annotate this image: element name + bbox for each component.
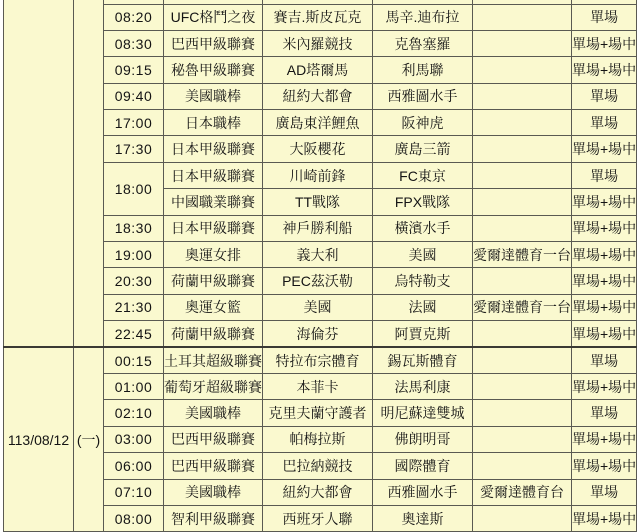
home-team: 大阪櫻花 <box>263 136 373 162</box>
away-team: 明尼蘇達雙城 <box>373 400 473 426</box>
match-time: 22:45 <box>104 321 164 347</box>
match-time: 18:30 <box>104 215 164 241</box>
broadcast-channel <box>473 136 572 162</box>
match-time: 17:00 <box>104 110 164 136</box>
away-team: 馬辛.迪布拉 <box>373 4 473 30</box>
broadcast-channel <box>473 110 572 136</box>
league-name: UFC格鬥之夜 <box>164 4 263 30</box>
broadcast-channel <box>473 57 572 83</box>
home-team: 廣島東洋鯉魚 <box>263 110 373 136</box>
home-team: 神戶勝利船 <box>263 215 373 241</box>
weekday-cell: (一) <box>74 347 104 532</box>
away-team: 法國 <box>373 294 473 320</box>
away-team: 奧達斯 <box>373 505 473 531</box>
league-name: 巴西甲級聯賽 <box>164 426 263 452</box>
home-team: 賽吉.斯皮瓦克 <box>263 4 373 30</box>
match-time: 03:00 <box>104 426 164 452</box>
broadcast-channel <box>473 453 572 479</box>
broadcast-channel <box>473 268 572 294</box>
league-name: 奧運女排 <box>164 242 263 268</box>
league-name: 美國職棒 <box>164 83 263 109</box>
bet-type: 單場+場中 <box>572 373 637 399</box>
away-team: 法馬利康 <box>373 373 473 399</box>
match-time: 07:10 <box>104 479 164 505</box>
broadcast-channel <box>473 321 572 347</box>
broadcast-channel <box>473 426 572 452</box>
league-name: 日本甲級聯賽 <box>164 215 263 241</box>
home-team: 本菲卡 <box>263 373 373 399</box>
broadcast-channel <box>473 83 572 109</box>
bet-type: 單場+場中 <box>572 321 637 347</box>
league-name: 美國職棒 <box>164 400 263 426</box>
match-time: 09:40 <box>104 83 164 109</box>
away-team: 阪神虎 <box>373 110 473 136</box>
broadcast-channel: 愛爾達體育台 <box>473 479 572 505</box>
broadcast-channel <box>473 30 572 56</box>
broadcast-channel <box>473 373 572 399</box>
match-time: 17:30 <box>104 136 164 162</box>
match-schedule-table <box>3 0 637 532</box>
match-time: 06:00 <box>104 453 164 479</box>
bet-type: 單場 <box>572 4 637 30</box>
away-team: 西雅圖水手 <box>373 83 473 109</box>
date-cell <box>4 0 74 347</box>
away-team: 西雅圖水手 <box>373 479 473 505</box>
home-team: 西班牙人聯 <box>263 505 373 531</box>
away-team: 橫濱水手 <box>373 215 473 241</box>
away-team: 利馬聯 <box>373 57 473 83</box>
match-time: 02:10 <box>104 400 164 426</box>
home-team: 特拉布宗體育 <box>263 347 373 373</box>
home-team: 海倫芬 <box>263 321 373 347</box>
bet-type: 單場+場中 <box>572 215 637 241</box>
league-name: 土耳其超級聯賽 <box>164 347 263 373</box>
broadcast-channel <box>473 215 572 241</box>
bet-type: 單場+場中 <box>572 57 637 83</box>
bet-type: 單場+場中 <box>572 453 637 479</box>
match-time: 20:30 <box>104 268 164 294</box>
home-team: 紐約大都會 <box>263 479 373 505</box>
home-team: 克里夫蘭守護者 <box>263 400 373 426</box>
home-team: PEC茲沃勒 <box>263 268 373 294</box>
schedule-section-113-08-12 <box>4 347 637 532</box>
broadcast-channel <box>473 400 572 426</box>
bet-type: 單場+場中 <box>572 242 637 268</box>
league-name: 日本甲級聯賽 <box>164 136 263 162</box>
league-name: 日本職棒 <box>164 110 263 136</box>
match-time: 08:00 <box>104 505 164 531</box>
bet-type: 單場 <box>572 479 637 505</box>
match-time: 08:30 <box>104 30 164 56</box>
league-name: 葡萄牙超級聯賽 <box>164 373 263 399</box>
away-team: FPX戰隊 <box>373 189 473 215</box>
broadcast-channel <box>473 505 572 531</box>
home-team: 巴拉納競技 <box>263 453 373 479</box>
match-time: 08:20 <box>104 4 164 30</box>
league-name: 巴西甲級聯賽 <box>164 453 263 479</box>
match-time: 19:00 <box>104 242 164 268</box>
bet-type: 單場+場中 <box>572 426 637 452</box>
home-team: 川崎前鋒 <box>263 162 373 188</box>
league-name: 奧運女籃 <box>164 294 263 320</box>
match-time: 21:30 <box>104 294 164 320</box>
bet-type: 單場+場中 <box>572 268 637 294</box>
bet-type: 單場 <box>572 162 637 188</box>
league-name: 日本甲級聯賽 <box>164 162 263 188</box>
match-time: 00:15 <box>104 347 164 373</box>
away-team: 克魯塞羅 <box>373 30 473 56</box>
match-time: 01:00 <box>104 373 164 399</box>
league-name: 荷蘭甲級聯賽 <box>164 268 263 294</box>
home-team: 帕梅拉斯 <box>263 426 373 452</box>
bet-type: 單場+場中 <box>572 136 637 162</box>
broadcast-channel <box>473 347 572 373</box>
bet-type: 單場+場中 <box>572 505 637 531</box>
away-team: 美國 <box>373 242 473 268</box>
bet-type: 單場 <box>572 110 637 136</box>
away-team: FC東京 <box>373 162 473 188</box>
home-team: 米內羅競技 <box>263 30 373 56</box>
league-name: 智利甲級聯賽 <box>164 505 263 531</box>
home-team: 美國 <box>263 294 373 320</box>
home-team: 義大利 <box>263 242 373 268</box>
bet-type: 單場+場中 <box>572 294 637 320</box>
away-team: 國際體育 <box>373 453 473 479</box>
home-team: AD塔爾馬 <box>263 57 373 83</box>
broadcast-channel: 愛爾達體育一台 <box>473 294 572 320</box>
match-time: 09:15 <box>104 57 164 83</box>
away-team: 錫瓦斯體育 <box>373 347 473 373</box>
bet-type: 單場 <box>572 83 637 109</box>
bet-type: 單場 <box>572 347 637 373</box>
league-name: 美國職棒 <box>164 479 263 505</box>
bet-type: 單場+場中 <box>572 189 637 215</box>
away-team: 烏特勒支 <box>373 268 473 294</box>
broadcast-channel <box>473 189 572 215</box>
league-name: 中國職業聯賽 <box>164 189 263 215</box>
table-row <box>4 347 637 373</box>
away-team: 佛朗明哥 <box>373 426 473 452</box>
broadcast-channel: 愛爾達體育一台 <box>473 242 572 268</box>
date-cell: 113/08/12 <box>4 347 74 532</box>
bet-type: 單場 <box>572 400 637 426</box>
broadcast-channel <box>473 4 572 30</box>
schedule-section-previous-day <box>4 0 637 347</box>
league-name: 秘魯甲級聯賽 <box>164 57 263 83</box>
away-team: 阿賈克斯 <box>373 321 473 347</box>
away-team: 廣島三箭 <box>373 136 473 162</box>
league-name: 巴西甲級聯賽 <box>164 30 263 56</box>
broadcast-channel <box>473 162 572 188</box>
match-time: 18:00 <box>104 162 164 215</box>
bet-type: 單場+場中 <box>572 30 637 56</box>
home-team: 紐約大都會 <box>263 83 373 109</box>
weekday-cell <box>74 0 104 347</box>
league-name: 荷蘭甲級聯賽 <box>164 321 263 347</box>
home-team: TT戰隊 <box>263 189 373 215</box>
